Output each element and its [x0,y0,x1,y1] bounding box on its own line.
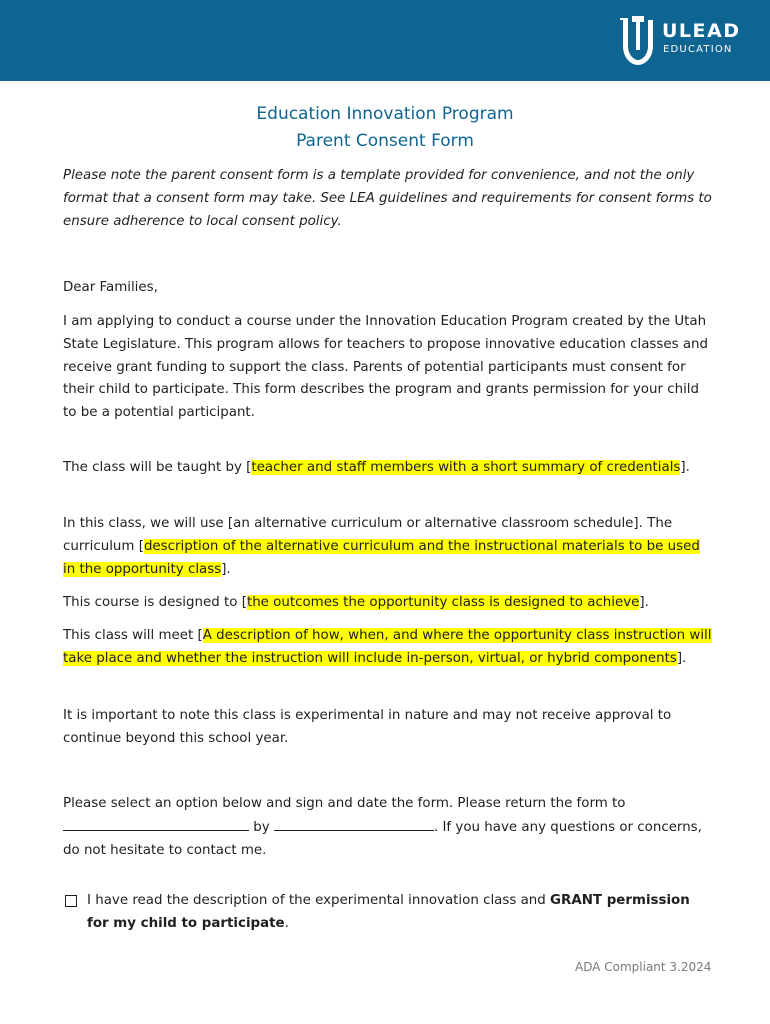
ulead-logo-icon [618,14,658,68]
meet-pre: This class will meet [ [63,628,203,643]
meet-post: ]. [676,650,687,666]
grant-option-text [87,890,707,936]
intro-paragraph: I am applying to conduct a course under the Innovation Education Program created by the Utah State Legislature. This program allows for teachers to propose innovative education classes and receive grant funding to support the class. Parents of potential participants must consent for their child to participate. This form describes the program and grants permission for your child to be a potential participant. [63,314,709,421]
ulead-logo [618,14,741,68]
grant-end: . [284,915,289,931]
curriculum-paragraph [63,513,713,581]
taught-post: ]. [680,460,690,475]
return-pre: Please select an option below and sign and date the form. Please return the form to [63,796,626,811]
designed-paragraph [63,592,713,615]
curriculum-pre: In this class, we will use [an alternative curriculum or alternative classroom schedule]. The curriculum [ [63,516,673,554]
taught-pre: The class will be taught by [ [63,460,252,475]
grant-text: I have read the description of the experimental innovation class and [87,893,546,908]
greeting: Dear Families, [63,280,158,295]
curriculum-post: ]. [221,561,231,577]
return-by-blank[interactable] [274,816,434,831]
return-by: by [253,819,270,835]
return-post: . If you have any questions or concerns, do not hesitate to contact me. [63,819,702,858]
designed-pre: This course is designed to [ [63,595,247,610]
curriculum-highlight: description of the alternative curriculum and the instructional materials to be used in the opportunity class [63,538,700,577]
footer-note: ADA Compliant 3.2024 [575,960,712,974]
header-band [0,0,770,81]
grant-checkbox[interactable] [65,895,77,907]
taught-by-paragraph [63,457,713,480]
template-note: Please note the parent consent form is a template provided for convenience, and not the only format that a consent form may take. See LEA guidelines and requirements for consent forms to ensure adherence to local consent policy. [63,168,712,229]
brand-name: ULEAD [662,20,741,42]
designed-highlight: the outcomes the opportunity class is designed to achieve [246,595,640,610]
page-title: Education Innovation Program [256,104,514,124]
meet-paragraph [63,625,713,671]
return-name-blank[interactable] [63,816,249,831]
brand-subtitle: EDUCATION [663,44,733,55]
grant-emphasis: GRANT permission for my child to participate [87,893,690,931]
meet-highlight: A description of how, when, and where the opportunity class instruction will take place and whether the instruction will include in-person, virtual, or hybrid components [63,628,712,666]
return-paragraph [63,793,713,862]
experimental-paragraph: It is important to note this class is experimental in nature and may not receive approval to continue beyond this school year. [63,708,672,746]
designed-post: ]. [639,595,649,610]
taught-highlight: teacher and staff members with a short summary of credentials [251,460,681,475]
page-subtitle: Parent Consent Form [296,131,474,151]
